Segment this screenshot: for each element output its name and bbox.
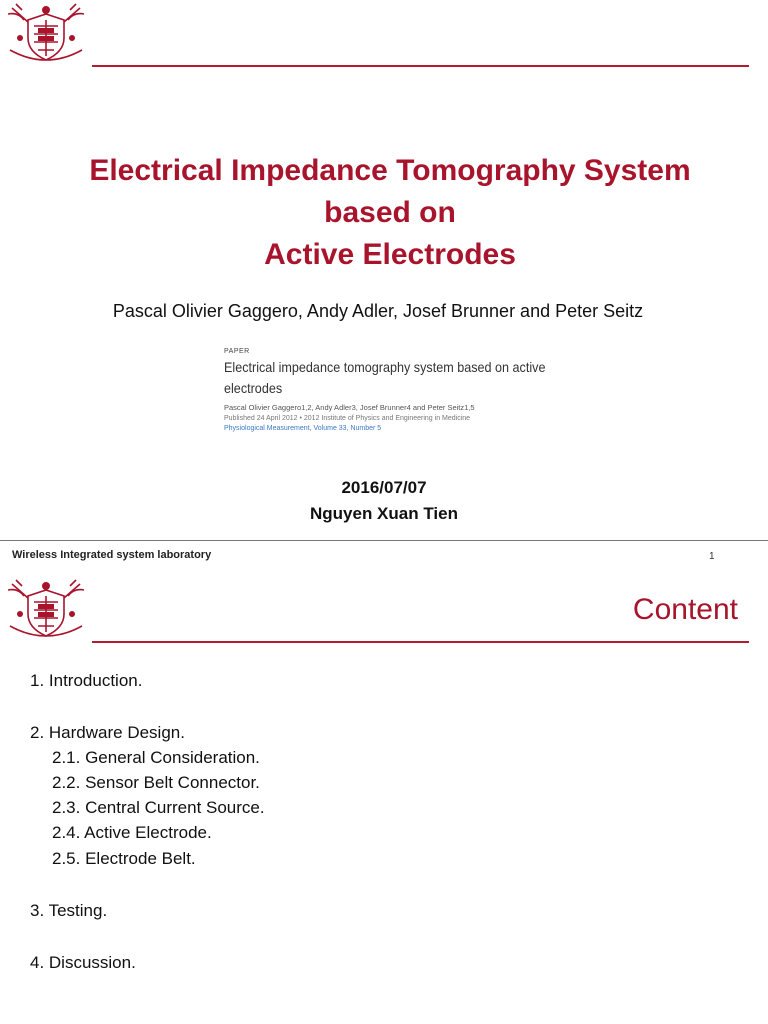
header-divider bbox=[92, 65, 749, 67]
toc-item-hardware-design: 2. Hardware Design. bbox=[30, 723, 185, 742]
toc-subitem-central-current-source: 2.3. Central Current Source. bbox=[52, 798, 265, 817]
presenter-name: Nguyen Xuan Tien bbox=[310, 504, 458, 523]
content-header-divider bbox=[92, 641, 749, 643]
toc-subitem-sensor-belt-connector: 2.2. Sensor Belt Connector. bbox=[52, 773, 260, 792]
page-number: 1 bbox=[709, 551, 715, 562]
toc-item-introduction: 1. Introduction. bbox=[30, 671, 143, 690]
paper-title bbox=[224, 357, 602, 399]
paper-journal-link[interactable]: Physiological Measurement, Volume 33, Number 5 bbox=[224, 425, 382, 432]
paper-title-line-2: electrodes bbox=[224, 380, 283, 396]
toc-subitem-active-electrode: 2.4. Active Electrode. bbox=[52, 823, 212, 842]
footer-divider bbox=[0, 540, 768, 541]
paper-authors: Pascal Olivier Gaggero1,2, Andy Adler3, Josef Brunner4 and Peter Seitz1,5 bbox=[224, 403, 475, 412]
authors: Pascal Olivier Gaggero, Andy Adler, Josef Brunner and Peter Seitz bbox=[112, 301, 644, 321]
toc-item-discussion: 4. Discussion. bbox=[30, 953, 136, 972]
presentation-date: 2016/07/07 bbox=[341, 478, 427, 497]
footer-lab-name: Wireless Integrated system laboratory bbox=[12, 549, 212, 561]
title-line-2: based on bbox=[324, 196, 456, 229]
paper-tag: PAPER bbox=[224, 348, 250, 355]
university-crest-icon bbox=[2, 576, 90, 642]
content-title: Content bbox=[632, 593, 738, 626]
toc-subitem-electrode-belt: 2.5. Electrode Belt. bbox=[52, 849, 196, 868]
title-line-3: Active Electrodes bbox=[264, 238, 516, 271]
title-line-1: Electrical Impedance Tomography System bbox=[89, 154, 691, 187]
paper-published: Published 24 April 2012 • 2012 Institute of Physics and Engineering in Medicine bbox=[224, 415, 471, 422]
paper-title-line-1: Electrical impedance tomography system based on active bbox=[224, 359, 546, 375]
university-crest-icon bbox=[2, 0, 90, 66]
toc-item-testing: 3. Testing. bbox=[30, 901, 108, 920]
toc-subitem-general-consideration: 2.1. General Consideration. bbox=[52, 748, 260, 767]
paper-reference bbox=[224, 348, 584, 432]
